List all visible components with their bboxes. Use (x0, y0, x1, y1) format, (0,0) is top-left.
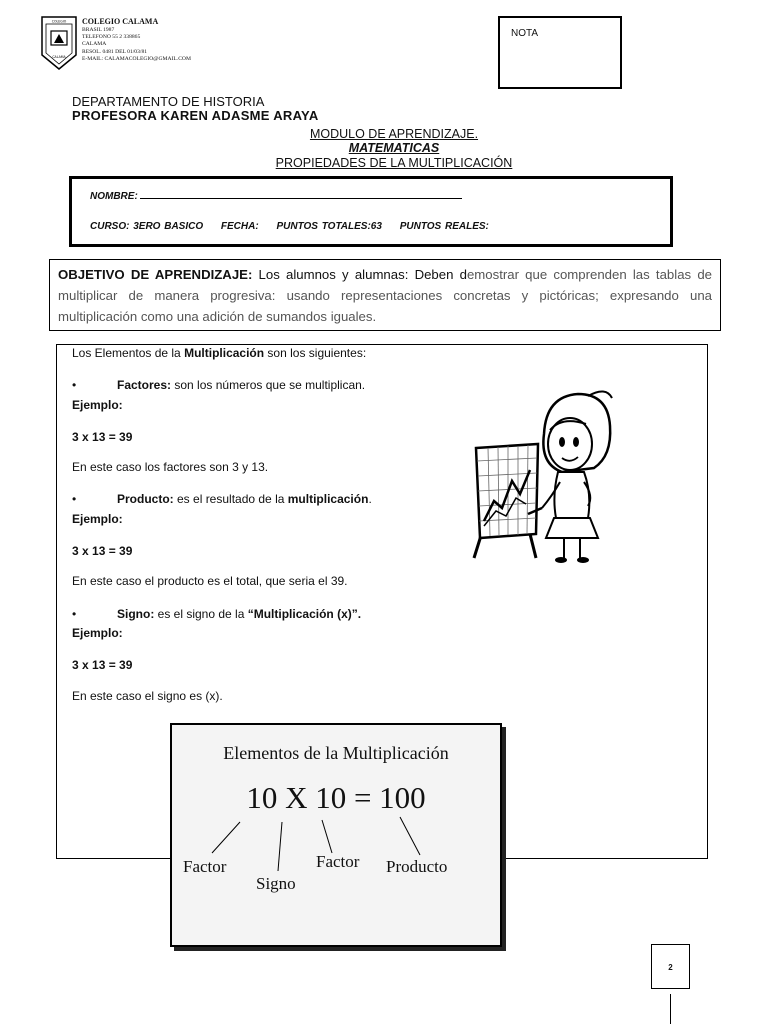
example-label: Ejemplo: (72, 512, 123, 526)
name-line[interactable] (140, 188, 462, 199)
subject-title: MATEMATICAS (348, 141, 440, 155)
page-divider (670, 994, 671, 1024)
school-info (82, 17, 191, 63)
school-crest-icon (40, 15, 78, 71)
date-label: FECHA: (220, 221, 259, 232)
course-label: CURSO: 3ERO BASICO (90, 221, 204, 232)
learning-objective (49, 259, 721, 331)
diagram-label-producto: Producto (386, 857, 448, 876)
factores-term: Factores: (117, 378, 172, 392)
module-title: MODULO DE APRENDIZAJE. (309, 127, 479, 141)
earned-points-label: PUNTOS REALES: (399, 221, 489, 232)
example-label: Ejemplo: (72, 398, 123, 412)
bullet-icon: • (72, 378, 77, 392)
school-line: TELEFONO 55 2 338865 (82, 34, 141, 41)
example-equation: 3 x 13 = 39 (72, 430, 133, 444)
school-line: E-MAIL: CALAMACOLEGIO@GMAIL.COM (82, 55, 191, 62)
producto-def: es el resultado de la (173, 492, 288, 506)
grade-label: NOTA (511, 28, 539, 39)
school-line: CALAMA (82, 41, 107, 48)
name-row (90, 188, 462, 202)
grade-box (498, 16, 622, 89)
name-label: NOMBRE: (90, 191, 138, 202)
intro-post: son los siguientes: (264, 346, 367, 360)
producto-note: En este caso el producto es el total, que seria el 39. (72, 574, 348, 588)
diagram-equation: 10 X 10 = 100 (246, 780, 426, 815)
school-name: COLEGIO CALAMA (82, 17, 159, 26)
signo-term: Signo: (117, 607, 155, 621)
producto-bold: multiplicación (287, 492, 369, 506)
producto-item (72, 492, 372, 506)
diagram-title: Elementos de la Multiplicación (223, 743, 449, 763)
school-line: RESOL. 0481 DEL 01/03/81 (82, 48, 148, 55)
signo-note: En este caso el signo es (x). (72, 689, 223, 703)
objective-text: emostrar que comprenden las tablas de multiplicar de manera progresiva: usando representaciones concretas y pictóricas; expresando una multiplicación como una adición de sumandos iguales. (58, 267, 712, 324)
topic-title: PROPIEDADES DE LA MULTIPLICACIÓN (275, 156, 513, 170)
producto-end: . (368, 492, 372, 506)
teacher-name: PROFESORA KAREN ADASME ARAYA (72, 108, 319, 123)
svg-text:COLEGIO: COLEGIO (51, 19, 67, 24)
producto-term: Producto: (117, 492, 174, 506)
page-number: 2 (651, 944, 690, 989)
course-row (90, 221, 503, 232)
objective-text: Deben d (414, 267, 467, 282)
objective-text: Los alumnos y alumnas: (252, 267, 415, 282)
intro-text (72, 346, 366, 360)
factores-item (72, 378, 365, 392)
bullet-icon: • (72, 607, 77, 621)
signo-item (72, 607, 361, 621)
diagram-label-signo: Signo (256, 874, 296, 893)
multiplication-elements-diagram (170, 723, 502, 947)
example-equation: 3 x 13 = 39 (72, 658, 133, 672)
teacher-with-chart-icon (466, 386, 618, 564)
diagram-label-factor: Factor (316, 852, 360, 871)
objective-label: OBJETIVO DE APRENDIZAJE: (58, 267, 253, 282)
department: DEPARTAMENTO DE HISTORIA (72, 94, 265, 109)
factores-def: son los números que se multiplican. (171, 378, 366, 392)
example-equation: 3 x 13 = 39 (72, 544, 133, 558)
diagram-label-factor: Factor (183, 857, 227, 876)
svg-text:CALAMA: CALAMA (52, 55, 66, 59)
intro-bold: Multiplicación (184, 346, 265, 360)
diagram-pointer-lines (172, 725, 500, 945)
signo-def: es el signo de la (154, 607, 248, 621)
student-info-box (69, 176, 673, 247)
school-line: BRASIL 1987 (82, 27, 115, 33)
bullet-icon: • (72, 492, 77, 506)
factores-note: En este caso los factores son 3 y 13. (72, 460, 269, 474)
example-label: Ejemplo: (72, 626, 123, 640)
signo-bold: “Multiplicación (x)”. (247, 607, 362, 621)
intro-pre: Los Elementos de la (72, 346, 185, 360)
total-points-label: PUNTOS TOTALES:63 (276, 221, 382, 232)
